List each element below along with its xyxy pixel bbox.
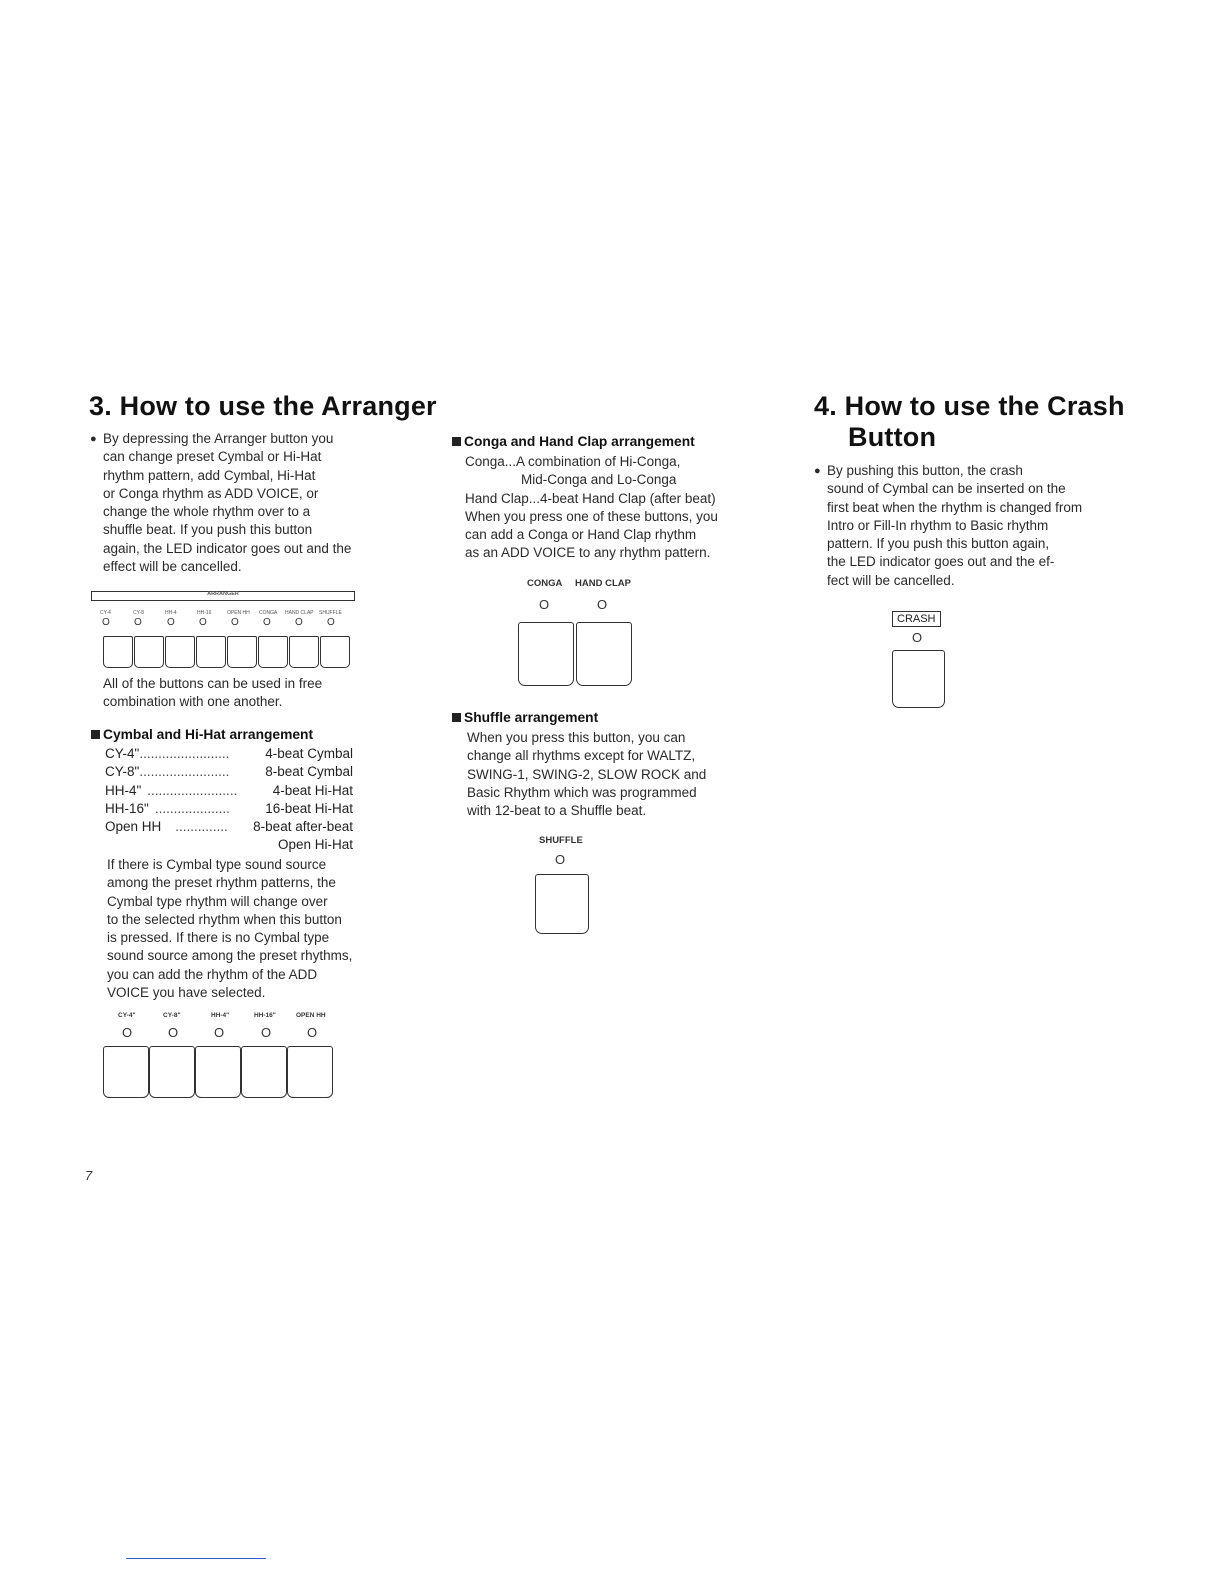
conga-button-row: CONGA HAND CLAP O O	[515, 578, 645, 690]
bullet-icon: ●	[90, 433, 97, 445]
hand-clap-button[interactable]	[576, 622, 632, 686]
cymbal-heading: Cymbal and Hi-Hat arrangement	[91, 727, 313, 742]
led-indicator: O	[539, 597, 550, 612]
led-indicator: O	[912, 630, 923, 645]
bullet-icon: ●	[814, 465, 821, 477]
led-indicator: O	[231, 617, 239, 628]
hh16-button[interactable]	[241, 1046, 287, 1098]
led-indicator: O	[597, 597, 608, 612]
shuffle-heading: Shuffle arrangement	[452, 710, 598, 725]
shuffle-button[interactable]	[320, 636, 350, 668]
table-row: HH-4" ........................ 4-beat Hi-Hat	[105, 782, 353, 798]
led-indicator: O	[307, 1025, 318, 1040]
cy4-button[interactable]	[103, 1046, 149, 1098]
arranger-panel-bar: ARRANGER	[91, 591, 355, 601]
led-indicator: O	[327, 617, 335, 628]
cy4-button[interactable]	[103, 636, 133, 668]
conga-button[interactable]	[518, 622, 574, 686]
free-combination-note: All of the buttons can be used in free combination with one another.	[103, 676, 323, 710]
section4-title: 4. How to use the Crash Button	[814, 391, 1125, 452]
cy8-button[interactable]	[149, 1046, 195, 1098]
cymbal-body: If there is Cymbal type sound source among the preset rhythm patterns, the Cymbal type rhythm will change over to the selected rhythm when this button is pressed. If there is no Cymbal type sound source among the preset rhythms, you can add the rhythm of the ADD VOICE you have selected.	[107, 857, 353, 1001]
led-indicator: O	[199, 617, 207, 628]
shuffle-body: When you press this button, you can change all rhythms except for WALTZ, SWING-1, SWING-2, SLOW ROCK and Basic Rhythm which was programmed with 12-beat to a Shuffle beat.	[467, 730, 707, 819]
led-indicator: O	[263, 617, 271, 628]
hand-clap-button[interactable]	[289, 636, 319, 668]
square-bullet-icon	[452, 437, 461, 446]
led-indicator: O	[261, 1025, 272, 1040]
open-hh-button[interactable]	[227, 636, 257, 668]
section3-title: 3. How to use the Arranger	[89, 391, 437, 421]
led-indicator: O	[102, 617, 110, 628]
cy8-button[interactable]	[134, 636, 164, 668]
cymbal-button-row: CY-4" CY-8" HH-4" HH-16" OPEN HH O O O O O	[100, 1012, 340, 1102]
shuffle-button-group: SHUFFLE O	[530, 835, 600, 935]
conga-body: Conga...A combination of Hi-Conga, Mid-Conga and Lo-Conga Hand Clap...4-beat Hand Clap (after beat) When you press one of these buttons, you can add a Conga or Hand Clap rhythm as an ADD VOICE to any rhythm pattern.	[465, 454, 718, 561]
crash-button[interactable]	[892, 650, 945, 708]
led-indicator: O	[555, 852, 566, 867]
footer-rule	[126, 1558, 266, 1559]
page-number: 7	[85, 1168, 93, 1183]
led-indicator: O	[122, 1025, 133, 1040]
table-row: HH-16" .................... 16-beat Hi-Hat	[105, 800, 353, 816]
square-bullet-icon	[91, 730, 100, 739]
shuffle-button[interactable]	[535, 874, 589, 934]
table-row: Open HH .............. 8-beat after-beat	[105, 819, 353, 835]
led-indicator: O	[168, 1025, 179, 1040]
table-row: CY-8" ........................ 8-beat Cymbal	[105, 764, 353, 780]
hh4-button[interactable]	[195, 1046, 241, 1098]
square-bullet-icon	[452, 713, 461, 722]
arranger-button-row: CY-4 CY-8 HH-4 HH-16 OPEN HH CONGA HAND CLAP SHUFFLE O O O O O O O O	[100, 610, 354, 670]
led-indicator: O	[214, 1025, 225, 1040]
led-indicator: O	[295, 617, 303, 628]
led-indicator: O	[134, 617, 142, 628]
hh16-button[interactable]	[196, 636, 226, 668]
hh4-button[interactable]	[165, 636, 195, 668]
section4-body: ● By pushing this button, the crash sound of Cymbal can be inserted on the first beat when the rhythm is changed from Intro or Fill-In rhythm to Basic rhythm pattern. If you push this button again, the LED indicator goes out and the ef- fect will be cancelled.	[814, 463, 1083, 588]
section3-intro: ● By depressing the Arranger button you can change preset Cymbal or Hi-Hat rhythm pattern, add Cymbal, Hi-Hat or Conga rhythm as ADD VOICE, or change the whole rhythm over to a shuffle beat. If you push this button again, the LED indicator goes out and the effect will be cancelled.	[90, 431, 352, 575]
conga-heading: Conga and Hand Clap arrangement	[452, 434, 695, 449]
conga-button[interactable]	[258, 636, 288, 668]
table-row: CY-4" ........................ 4-beat Cymbal	[105, 746, 353, 761]
crash-label: CRASH	[892, 611, 941, 627]
crash-button-group	[890, 611, 950, 711]
cymbal-table: CY-4" ........................ 4-beat Cymbal CY-8" ........................ 8-beat Cymbal HH-4" ........................ 4-beat Hi-Hat HH-16" .................... 16-beat Hi-Hat Open HH .............. 8-beat after-beat Open Hi-Hat	[105, 746, 353, 853]
led-indicator: O	[167, 617, 175, 628]
open-hh-button[interactable]	[287, 1046, 333, 1098]
